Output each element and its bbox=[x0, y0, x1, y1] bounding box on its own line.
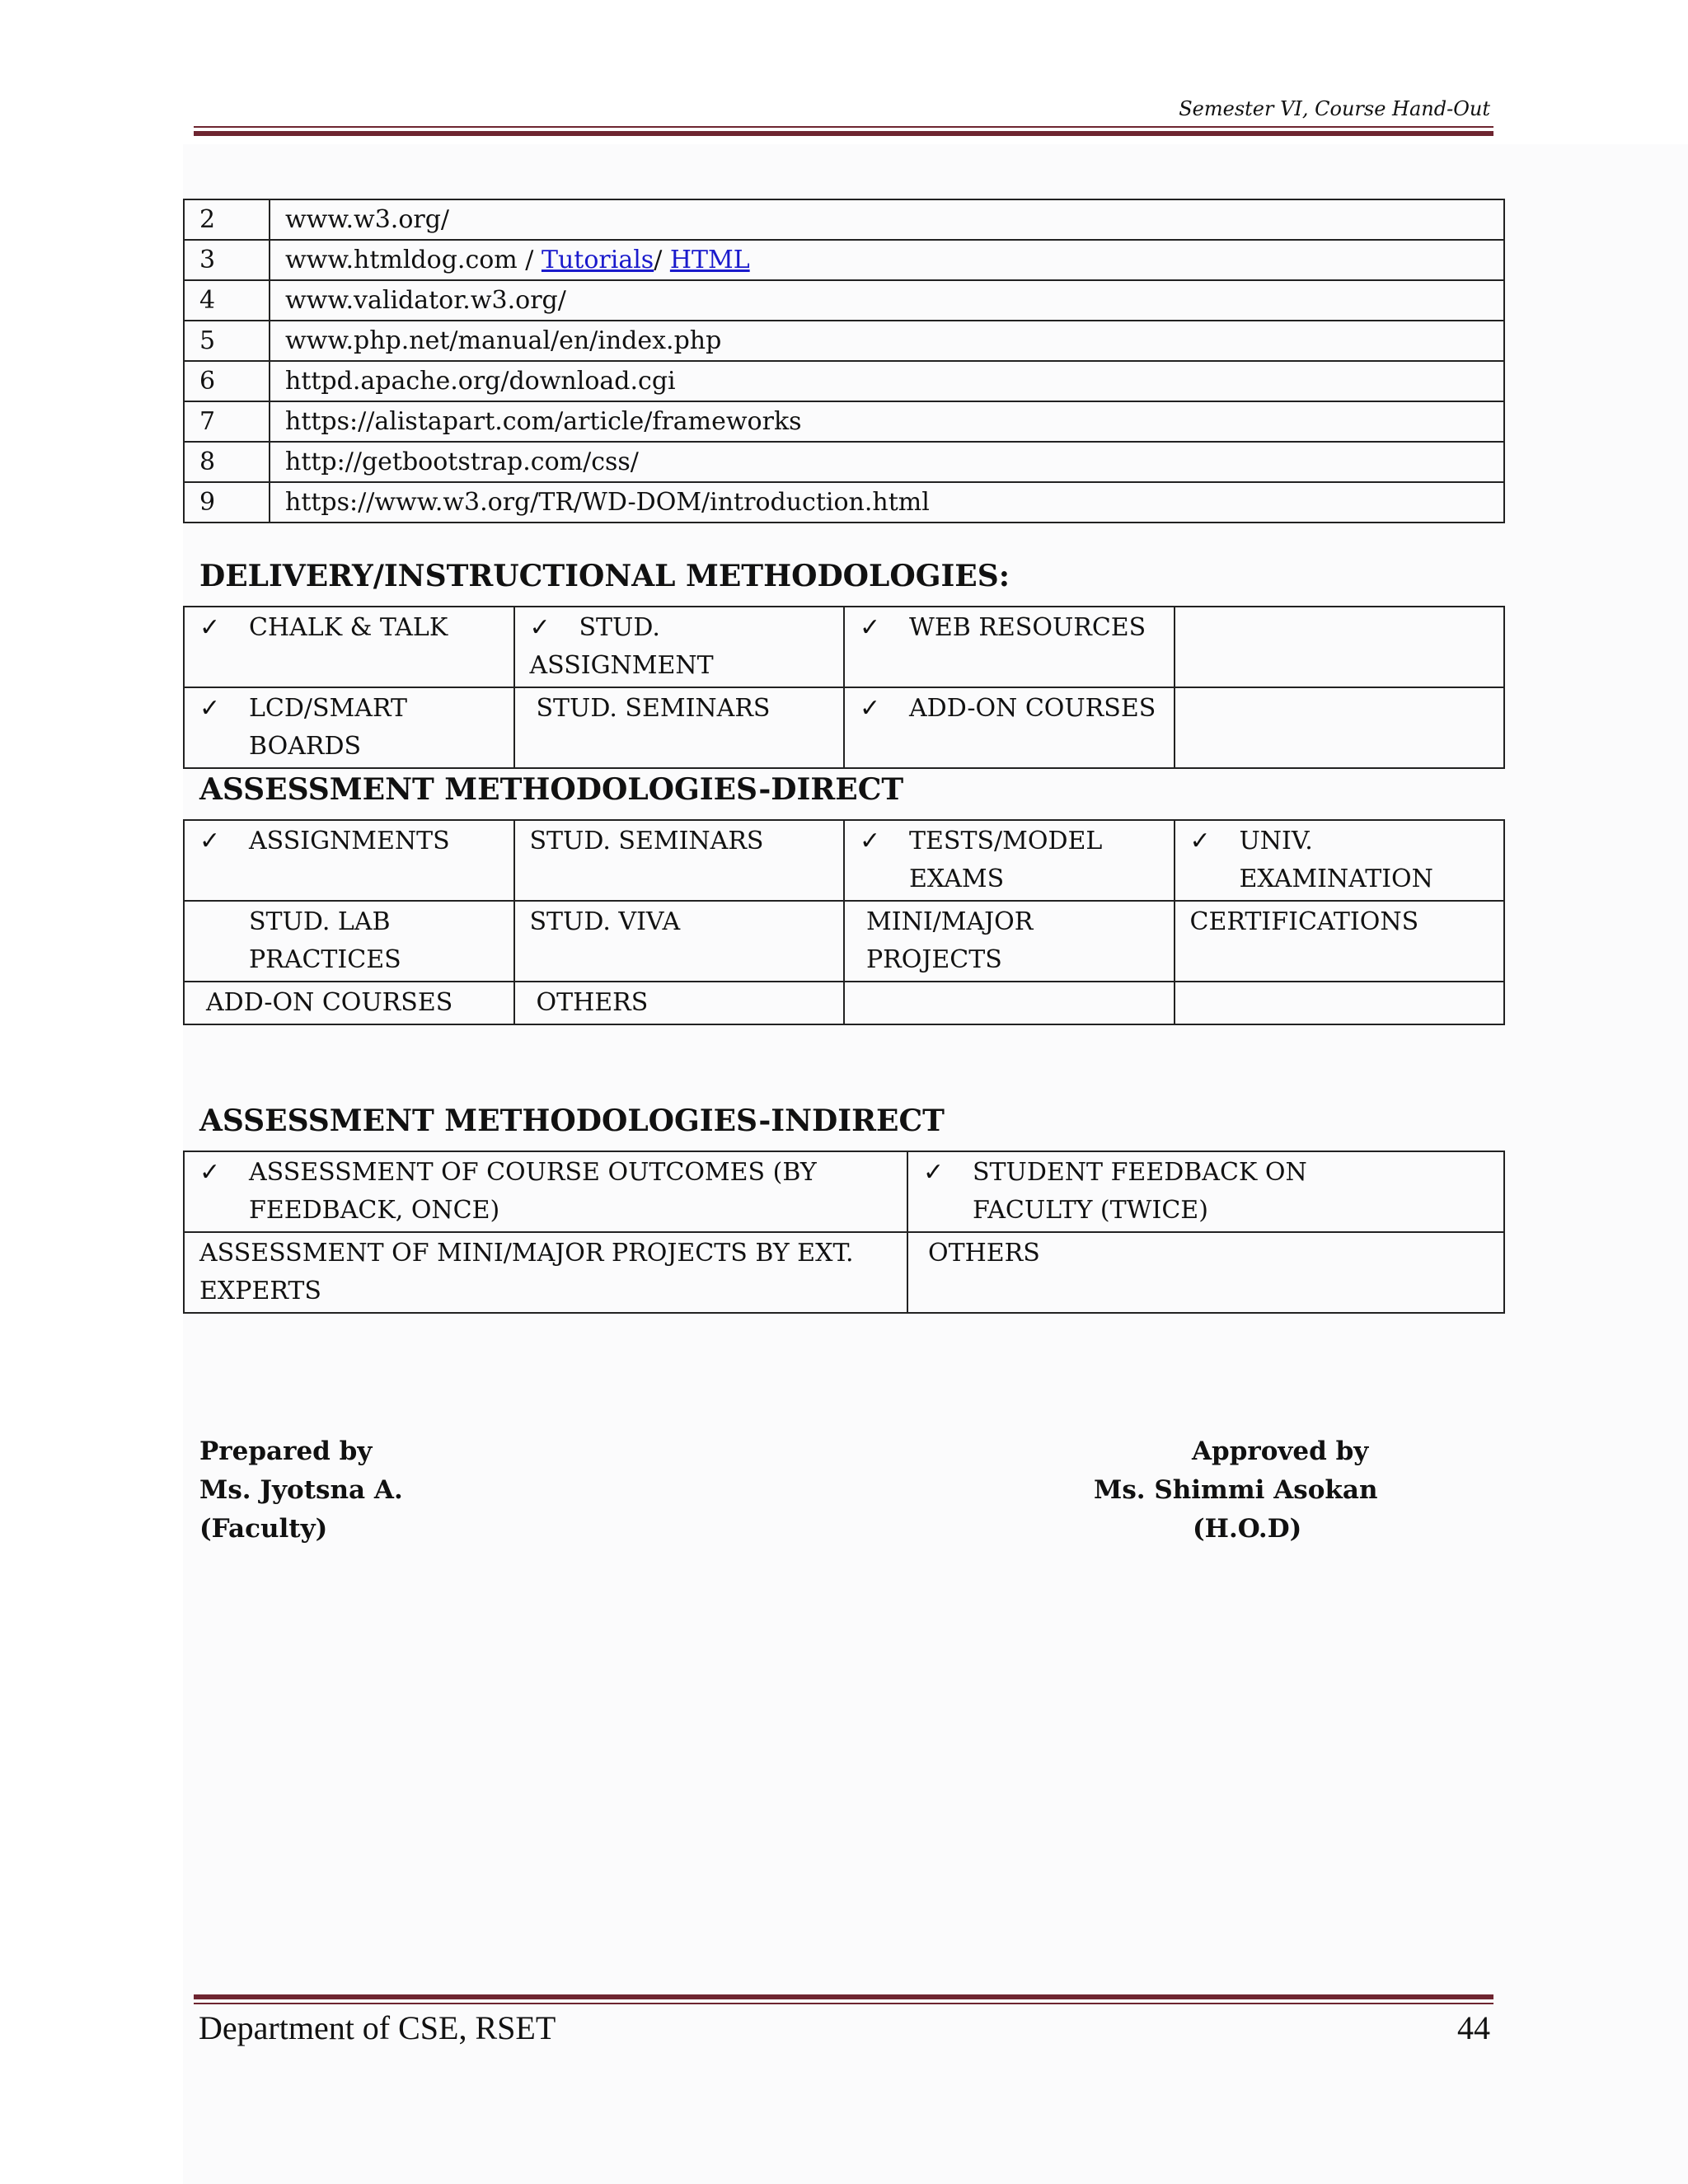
table-row bbox=[184, 482, 1504, 523]
indirect-cell bbox=[184, 1151, 907, 1232]
check-icon: ✓ bbox=[529, 613, 551, 642]
direct-cell bbox=[844, 901, 1175, 982]
delivery-cell-empty bbox=[1175, 687, 1505, 768]
table-row bbox=[184, 240, 1504, 280]
indirect-table bbox=[183, 1151, 1505, 1314]
direct-cell bbox=[1175, 820, 1505, 901]
direct-cell bbox=[844, 820, 1175, 901]
footer-department: Department of CSE, RSET bbox=[199, 2009, 556, 2046]
cell-label: ADD-ON COURSES bbox=[909, 694, 1156, 723]
direct-cell bbox=[184, 901, 514, 982]
cell-label: STUDENT FEEDBACK ON FACULTY (TWICE) bbox=[973, 1158, 1307, 1225]
check-icon: ✓ bbox=[860, 694, 881, 723]
footer-rule bbox=[194, 1994, 1493, 1999]
table-row bbox=[184, 982, 1504, 1024]
ref-url: www.w3.org/ bbox=[270, 199, 1504, 240]
footer-rule-thin bbox=[194, 2003, 1493, 2004]
prepared-by-name: Ms. Jyotsna A. bbox=[199, 1475, 403, 1505]
check-icon: ✓ bbox=[860, 613, 881, 642]
check-icon: ✓ bbox=[199, 827, 221, 855]
table-row bbox=[184, 199, 1504, 240]
cell-label: STUD. VIVA bbox=[529, 907, 681, 936]
cell-label: ASSESSMENT OF MINI/MAJOR PROJECTS BY EXT. EXPERTS bbox=[199, 1239, 854, 1305]
delivery-title: DELIVERY/INSTRUCTIONAL METHODOLOGIES: bbox=[199, 559, 1010, 593]
ref-url-sep: / bbox=[654, 246, 670, 274]
ref-url-text: www.htmldog.com / bbox=[285, 246, 542, 274]
ref-number: 3 bbox=[184, 240, 270, 280]
table-row bbox=[184, 820, 1504, 901]
ref-number: 7 bbox=[184, 401, 270, 442]
ref-number: 8 bbox=[184, 442, 270, 482]
cell-label: LCD/SMART BOARDS bbox=[249, 694, 408, 761]
delivery-table bbox=[183, 606, 1505, 769]
direct-cell bbox=[514, 901, 845, 982]
delivery-cell bbox=[514, 687, 845, 768]
table-row bbox=[184, 687, 1504, 768]
ref-url: https://www.w3.org/TR/WD-DOM/introduction.html bbox=[270, 482, 1504, 523]
indirect-cell bbox=[184, 1232, 907, 1313]
ref-url: www.php.net/manual/en/index.php bbox=[270, 321, 1504, 361]
page-number: 44 bbox=[1457, 2009, 1490, 2046]
table-row bbox=[184, 1151, 1504, 1232]
table-row bbox=[184, 1232, 1504, 1313]
ref-number: 4 bbox=[184, 280, 270, 321]
cell-label: ADD-ON COURSES bbox=[206, 988, 453, 1017]
table-row bbox=[184, 442, 1504, 482]
cell-label: WEB RESOURCES bbox=[909, 613, 1146, 642]
delivery-cell-empty bbox=[1175, 607, 1505, 687]
check-icon: ✓ bbox=[199, 613, 221, 642]
cell-label: STUD. ASSIGNMENT bbox=[529, 613, 714, 680]
tutorials-link[interactable]: Tutorials bbox=[541, 246, 654, 274]
check-icon: ✓ bbox=[860, 827, 881, 855]
cell-label: CERTIFICATIONS bbox=[1189, 907, 1419, 936]
ref-number: 2 bbox=[184, 199, 270, 240]
cell-label: OTHERS bbox=[536, 988, 649, 1017]
ref-number: 9 bbox=[184, 482, 270, 523]
cell-label: ASSIGNMENTS bbox=[249, 827, 450, 855]
ref-url bbox=[270, 240, 1504, 280]
table-row bbox=[184, 607, 1504, 687]
approved-by-role: (H.O.D) bbox=[1193, 1514, 1302, 1544]
prepared-by-role: (Faculty) bbox=[199, 1514, 328, 1544]
direct-cell bbox=[184, 820, 514, 901]
delivery-cell bbox=[844, 607, 1175, 687]
header-title: Semester VI, Course Hand-Out bbox=[1179, 97, 1490, 120]
table-row bbox=[184, 401, 1504, 442]
delivery-cell bbox=[514, 607, 845, 687]
direct-title: ASSESSMENT METHODOLOGIES-DIRECT bbox=[199, 772, 904, 807]
direct-cell bbox=[514, 982, 845, 1024]
delivery-cell bbox=[184, 687, 514, 768]
ref-url: httpd.apache.org/download.cgi bbox=[270, 361, 1504, 401]
table-row bbox=[184, 280, 1504, 321]
direct-table bbox=[183, 819, 1505, 1025]
direct-cell bbox=[514, 820, 845, 901]
cell-label: ASSESSMENT OF COURSE OUTCOMES (BY FEEDBACK, ONCE) bbox=[249, 1158, 817, 1225]
cell-label: TESTS/MODEL EXAMS bbox=[909, 827, 1103, 893]
approved-by-label: Approved by bbox=[1192, 1436, 1369, 1466]
ref-number: 6 bbox=[184, 361, 270, 401]
check-icon: ✓ bbox=[199, 694, 221, 723]
indirect-title: ASSESSMENT METHODOLOGIES-INDIRECT bbox=[199, 1104, 945, 1138]
ref-url: www.validator.w3.org/ bbox=[270, 280, 1504, 321]
table-row bbox=[184, 321, 1504, 361]
header-rule bbox=[194, 131, 1493, 136]
cell-label: OTHERS bbox=[928, 1239, 1040, 1268]
cell-label: CHALK & TALK bbox=[249, 613, 448, 642]
cell-label: UNIV. EXAMINATION bbox=[1239, 827, 1433, 893]
approved-by-name: Ms. Shimmi Asokan bbox=[1094, 1475, 1378, 1505]
table-row bbox=[184, 901, 1504, 982]
indirect-cell bbox=[907, 1232, 1504, 1313]
direct-cell bbox=[184, 982, 514, 1024]
check-icon: ✓ bbox=[199, 1158, 221, 1187]
cell-label: STUD. LAB PRACTICES bbox=[249, 907, 401, 974]
references-table bbox=[183, 199, 1505, 523]
prepared-by-label: Prepared by bbox=[199, 1436, 373, 1466]
ref-url: http://getbootstrap.com/css/ bbox=[270, 442, 1504, 482]
cell-label: STUD. SEMINARS bbox=[536, 694, 771, 723]
html-link[interactable]: HTML bbox=[669, 246, 750, 274]
delivery-cell bbox=[844, 687, 1175, 768]
check-icon: ✓ bbox=[1189, 827, 1211, 855]
check-icon: ✓ bbox=[923, 1158, 945, 1187]
table-row bbox=[184, 361, 1504, 401]
header-rule-thin bbox=[194, 126, 1493, 128]
indirect-cell bbox=[907, 1151, 1504, 1232]
direct-cell bbox=[1175, 901, 1505, 982]
cell-label: MINI/MAJOR PROJECTS bbox=[866, 907, 1034, 974]
direct-cell-empty bbox=[1175, 982, 1505, 1024]
cell-label: STUD. SEMINARS bbox=[529, 827, 764, 855]
delivery-cell bbox=[184, 607, 514, 687]
ref-number: 5 bbox=[184, 321, 270, 361]
ref-url: https://alistapart.com/article/frameworks bbox=[270, 401, 1504, 442]
direct-cell-empty bbox=[844, 982, 1175, 1024]
